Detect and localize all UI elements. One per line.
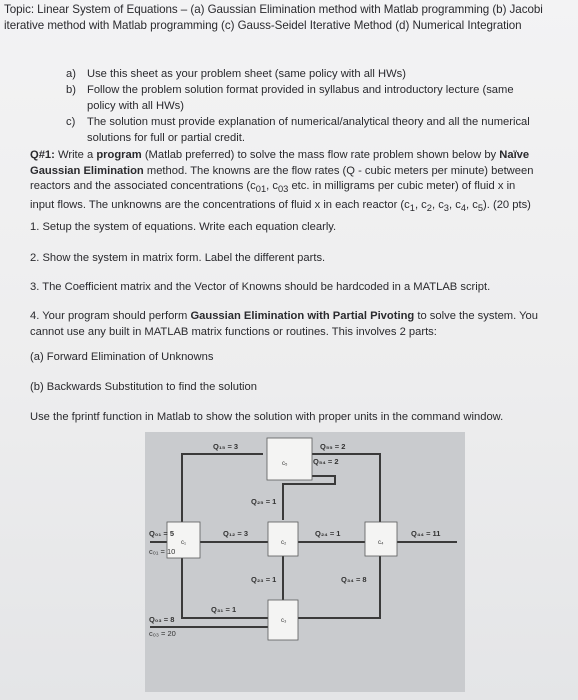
subscript: 4 xyxy=(460,203,467,214)
question-text: (Matlab preferred) to solve the mass flow rate problem shown below by xyxy=(141,149,500,161)
subscript: 1 xyxy=(409,203,415,214)
question-emphasis: program xyxy=(96,149,142,161)
instruction-item xyxy=(66,67,536,82)
c03-label: c₀₃ = 20 xyxy=(149,629,176,638)
question-text: , c xyxy=(414,199,427,212)
subscript: 5 xyxy=(477,203,484,214)
instruction-text: Follow the problem solution format provided in syllabus and introductory lecture (same policy with all HWs) xyxy=(87,84,514,112)
q12-label: Q₁₂ = 3 xyxy=(223,529,248,538)
subscript: 3 xyxy=(443,203,449,214)
label-c4: c₄ xyxy=(378,540,384,546)
reactor-5 xyxy=(267,438,312,480)
subscript: 2 xyxy=(426,203,432,214)
q55-label: Q₅₅ = 2 xyxy=(320,442,346,451)
question-text: etc. in milligrams per cubic meter) of fluid x in input flows. The unknowns are the concentrations of fluid x in each reactor (c xyxy=(30,180,516,212)
task-4a: (a) Forward Elimination of Unknowns xyxy=(30,351,214,363)
q44-label: Q₄₄ = 11 xyxy=(411,529,441,538)
instruction-list xyxy=(66,67,536,147)
question-method: Naïve Gaussian Elimination xyxy=(30,149,530,177)
label-c3: c₃ xyxy=(281,618,287,624)
task-4-text: to solve the system. You cannot use any built in MATLAB matrix functions or routines. This involves 2 parts: xyxy=(30,310,539,338)
q34-label: Q₃₄ = 8 xyxy=(341,575,367,584)
instruction-item xyxy=(66,83,536,114)
reactor-4 xyxy=(365,522,397,556)
instruction-item xyxy=(66,115,536,146)
question-label: Q#1: xyxy=(30,149,55,161)
subscript: 03 xyxy=(277,184,289,195)
c01-label: c₀₁ = 10 xyxy=(149,547,176,556)
instruction-marker: b) xyxy=(66,84,76,97)
question-text: , c xyxy=(449,199,461,212)
question-text: method. The knowns are the flow rates (Q - cubic meters per minute) between reactors and the associated concentrations (c xyxy=(30,164,534,193)
question-text: , c xyxy=(266,180,278,193)
q24-label: Q₂₄ = 1 xyxy=(315,529,341,538)
task-1: 1. Setup the system of equations. Write each equation clearly. xyxy=(30,221,337,233)
topic-heading: Topic: Linear System of Equations – (a) Gaussian Elimination method with Matlab programming (b) Jacobi iterative method with Matlab programming (c) Gauss-Seidel Iterative Method (d) Numerical Integration xyxy=(4,3,543,32)
q03-label: Q₀₃ = 8 xyxy=(149,615,175,624)
fprintf-instruction: Use the fprintf function in Matlab to show the solution with proper units in the command window. xyxy=(30,411,504,423)
instruction-text: The solution must provide explanation of numerical/analytical theory and all the numerical solutions for full or partial credit. xyxy=(87,116,530,144)
q25-label: Q₂₅ = 1 xyxy=(251,497,277,506)
reactor-2 xyxy=(268,522,298,556)
task-3: 3. The Coefficient matrix and the Vector of Knowns should be hardcoded in a MATLAB script. xyxy=(30,281,491,293)
q54-label: Q₅₄ = 2 xyxy=(313,457,339,466)
task-4-emphasis: Gaussian Elimination with Partial Pivoting xyxy=(190,310,415,322)
question-text: , c xyxy=(466,199,478,212)
label-c2: c₂ xyxy=(281,540,287,546)
instruction-text: Use this sheet as your problem sheet (same policy with all HWs) xyxy=(87,68,406,80)
label-c1: c₁ xyxy=(181,540,187,546)
q15-label: Q₁₅ = 3 xyxy=(213,442,239,451)
question-1 xyxy=(30,148,540,217)
reactor-diagram xyxy=(145,432,465,692)
subscript: 01 xyxy=(255,184,267,195)
question-text: ). (20 pts) xyxy=(483,199,531,212)
label-c5: c₅ xyxy=(282,461,288,467)
task-4 xyxy=(30,309,550,341)
question-text: , c xyxy=(431,199,444,212)
task-2: 2. Show the system in matrix form. Label the different parts. xyxy=(30,252,326,264)
instruction-marker: c) xyxy=(66,116,76,129)
q31-label: Q₃₁ = 1 xyxy=(211,605,237,614)
task-4-text: 4. Your program should perform xyxy=(30,310,191,322)
task-4b: (b) Backwards Substitution to find the solution xyxy=(30,381,257,393)
question-text: Write a xyxy=(54,149,97,161)
q01-label: Q₀₁ = 5 xyxy=(149,529,175,538)
instruction-marker: a) xyxy=(66,68,76,80)
q23-label: Q₂₃ = 1 xyxy=(251,575,277,584)
